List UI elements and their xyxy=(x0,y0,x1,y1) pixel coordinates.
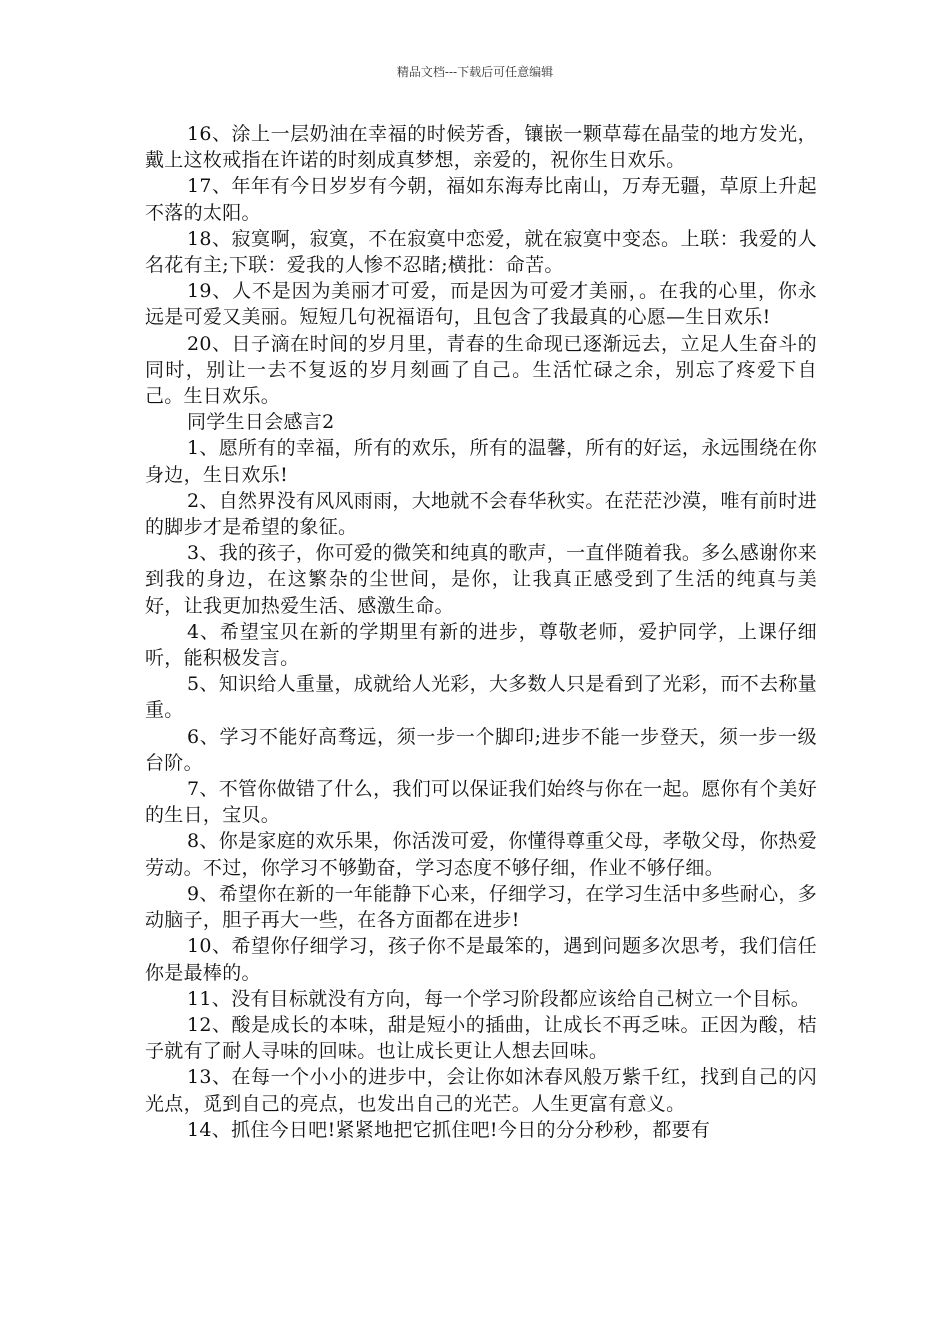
paragraph-20: 20、日子滴在时间的岁月里，青春的生命现已逐渐远去，立足人生奋斗的同时，别让一去不复返的岁月刻画了自己。生活忙碌之余，别忘了疼爱下自己。生日欢乐。 xyxy=(145,332,817,408)
paragraph-3: 3、我的孩子，你可爱的微笑和纯真的歌声，一直伴随着我。多么感谢你来到我的身边，在这繁杂的尘世间，是你，让我真正感受到了生活的纯真与美好，让我更加热爱生活、感激生命。 xyxy=(145,542,817,617)
paragraph-4: 4、希望宝贝在新的学期里有新的进步，尊敬老师，爱护同学，上课仔细听，能积极发言。 xyxy=(145,620,817,670)
paragraph-7: 7、不管你做错了什么，我们可以保证我们始终与你在一起。愿你有个美好的生日，宝贝。 xyxy=(145,778,817,827)
paragraph-5: 5、知识给人重量，成就给人光彩，大多数人只是看到了光彩，而不去称量重。 xyxy=(145,673,817,722)
paragraph-17: 17、年年有今日岁岁有今朝，福如东海寿比南山，万寿无疆，草原上升起不落的太阳。 xyxy=(145,175,817,224)
paragraph-12: 12、酸是成长的本味，甜是短小的插曲，让成长不再乏味。正因为酸，桔子就有了耐人寻味的回味。也让成长更让人想去回味。 xyxy=(145,1013,817,1063)
paragraph-11: 11、没有目标就没有方向，每一个学习阶段都应该给自己树立一个目标。 xyxy=(187,987,811,1010)
paragraph-13: 13、在每一个小小的进步中，会让你如沐春风般万紫千红，找到自己的闪光点，觅到自己的亮点，也发出自己的光芒。人生更富有意义。 xyxy=(145,1066,817,1115)
paragraph-9: 9、希望你在新的一年能静下心来，仔细学习，在学习生活中多些耐心，多动脑子，胆子再大一些，在各方面都在进步! xyxy=(145,882,817,932)
paragraph-8: 8、你是家庭的欢乐果，你活泼可爱，你懂得尊重父母，孝敬父母，你热爱劳动。不过，你学习不够勤奋，学习态度不够仔细，作业不够仔细。 xyxy=(145,830,817,879)
paragraph-1: 1、愿所有的幸福，所有的欢乐，所有的温馨，所有的好运，永远围绕在你身边，生日欢乐! xyxy=(145,437,817,486)
paragraph-18: 18、寂寞啊，寂寞，不在寂寞中恋爱，就在寂寞中变态。上联：我爱的人名花有主;下联：爱我的人惨不忍睹;横批：命苦。 xyxy=(145,227,817,277)
paragraph-2: 2、自然界没有风风雨雨，大地就不会春华秋实。在茫茫沙漠，唯有前时进的脚步才是希望的象征。 xyxy=(145,489,817,539)
paragraph-14: 14、抓住今日吧!紧紧地把它抓住吧!今日的分分秒秒，都要有 xyxy=(187,1118,711,1141)
section-heading: 同学生日会感言2 xyxy=(187,411,335,434)
page-header: 精品文档---下载后可任意编辑 xyxy=(396,65,554,79)
paragraph-19: 19、人不是因为美丽才可爱，而是因为可爱才美丽，。在我的心里，你永远是可爱又美丽。短短几句祝福语句，且包含了我最真的心愿—生日欢乐! xyxy=(145,280,817,329)
document-body xyxy=(145,121,817,1143)
paragraph-6: 6、学习不能好高骛远，须一步一个脚印;进步不能一步登天，须一步一级台阶。 xyxy=(145,725,817,774)
paragraph-10: 10、希望你仔细学习，孩子你不是最笨的，遇到问题多次思考，我们信任你是最棒的。 xyxy=(145,935,817,984)
paragraph-16: 16、涂上一层奶油在幸福的时候芳香，镶嵌一颗草莓在晶莹的地方发光，戴上这枚戒指在许诺的时刻成真梦想，亲爱的，祝你生日欢乐。 xyxy=(145,123,817,172)
